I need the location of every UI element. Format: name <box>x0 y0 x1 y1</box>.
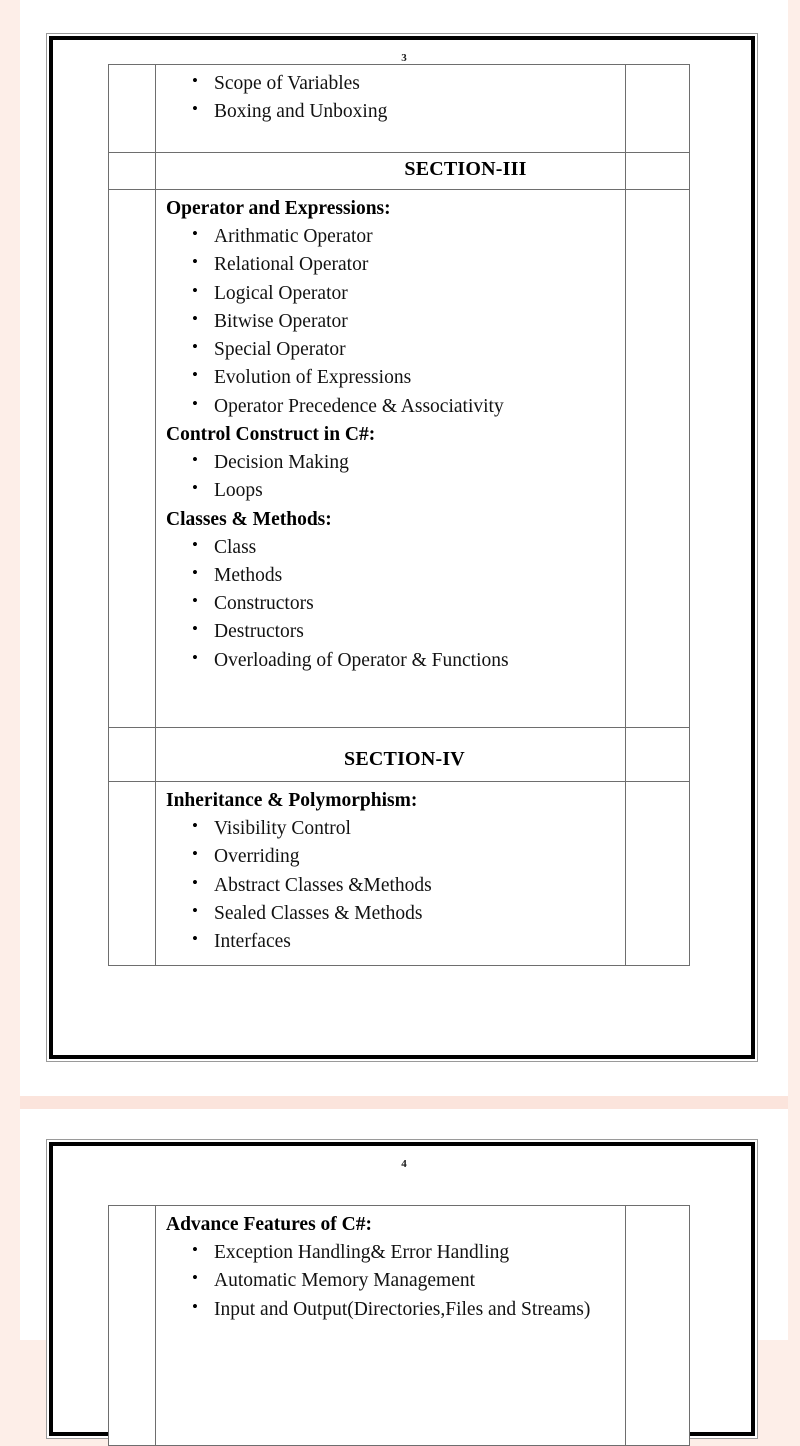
topic-list <box>162 223 619 421</box>
list-item: • Class <box>162 534 619 562</box>
topics-cell <box>156 1206 626 1446</box>
list-item: • Evolution of Expressions <box>162 364 619 392</box>
list-item: • Exception Handling& Error Handling <box>162 1239 619 1267</box>
hours-cell <box>626 782 690 966</box>
page-number-1: 3 <box>401 52 407 64</box>
list-item: • Loops <box>162 477 619 505</box>
table-row <box>109 190 690 728</box>
table-row <box>109 153 690 190</box>
topic-list <box>162 815 619 956</box>
topics-cell <box>156 190 626 728</box>
list-item: • Input and Output(Directories,Files and Streams) <box>162 1296 619 1324</box>
list-item: • Destructors <box>162 618 619 646</box>
topic-list <box>162 534 619 675</box>
group-title: Classes & Methods: <box>166 508 332 530</box>
list-item: • Interfaces <box>162 928 619 956</box>
group-title: Control Construct in C#: <box>166 423 376 445</box>
list-item: • Relational Operator <box>162 251 619 279</box>
section-header-cell <box>156 153 626 190</box>
list-item: • Sealed Classes & Methods <box>162 900 619 928</box>
section-header-cell <box>156 728 626 782</box>
topic-list <box>162 1239 619 1324</box>
table-row <box>109 782 690 966</box>
group-title: Advance Features of C#: <box>166 1214 372 1235</box>
unit-number-cell <box>109 728 156 782</box>
table-row <box>109 728 690 782</box>
page-sheet-2 <box>20 1109 788 1340</box>
page-number-2: 4 <box>401 1158 407 1170</box>
list-item: • Constructors <box>162 590 619 618</box>
syllabus-table-1 <box>108 64 690 966</box>
group-title: Inheritance & Polymorphism: <box>166 790 418 811</box>
list-item: • Decision Making <box>162 449 619 477</box>
topic-list <box>162 449 619 506</box>
hours-cell <box>626 190 690 728</box>
page-separator <box>20 1096 788 1109</box>
page-sheet-1 <box>20 0 788 1096</box>
unit-number-cell <box>109 65 156 153</box>
list-item: • Operator Precedence & Associativity <box>162 393 619 421</box>
table-row <box>109 1206 690 1446</box>
list-item: • Logical Operator <box>162 280 619 308</box>
syllabus-table-2 <box>108 1205 690 1446</box>
hours-cell <box>626 1206 690 1446</box>
topics-cell <box>156 782 626 966</box>
unit-number-cell <box>109 190 156 728</box>
section-title: SECTION-III <box>404 158 527 180</box>
list-item: • Automatic Memory Management <box>162 1267 619 1295</box>
unit-number-cell <box>109 782 156 966</box>
list-item: • Special Operator <box>162 336 619 364</box>
list-item: • Overriding <box>162 843 619 871</box>
table-row <box>109 65 690 153</box>
group-title: Operator and Expressions: <box>166 198 391 219</box>
topics-cell <box>156 65 626 153</box>
list-item: • Bitwise Operator <box>162 308 619 336</box>
section-title: SECTION-IV <box>344 748 465 770</box>
unit-number-cell <box>109 1206 156 1446</box>
list-item: • Abstract Classes &Methods <box>162 872 619 900</box>
unit-number-cell <box>109 153 156 190</box>
list-item: • Overloading of Operator & Functions <box>162 647 619 675</box>
list-item: • Scope of Variables <box>162 70 619 98</box>
hours-cell <box>626 728 690 782</box>
topic-list <box>162 70 619 127</box>
hours-cell <box>626 65 690 153</box>
list-item: • Methods <box>162 562 619 590</box>
hours-cell <box>626 153 690 190</box>
list-item: • Arithmatic Operator <box>162 223 619 251</box>
list-item: • Boxing and Unboxing <box>162 98 619 126</box>
list-item: • Visibility Control <box>162 815 619 843</box>
